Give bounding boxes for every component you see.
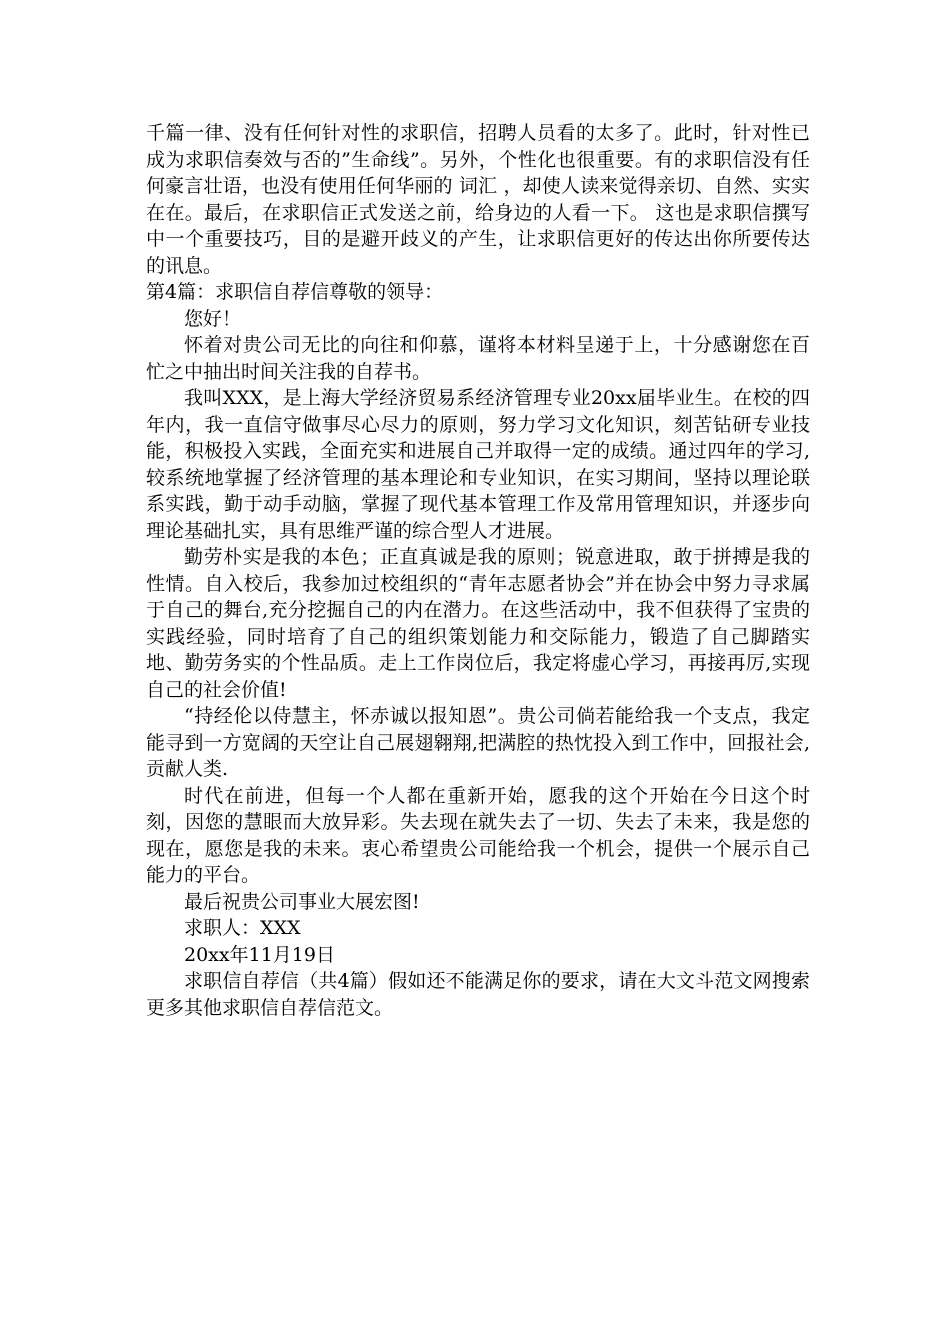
paragraph-intro: 千篇一律、没有任何针对性的求职信，招聘人员看的太多了。此时，针对性已成为求职信奏效与否的”生命线”。另外，个性化也很重要。有的求职信没有任何豪言壮语，也没有使用任何华丽的 词汇 ，却使人读来觉得亲切、自然、实实在在。最后，在求职信正式发送之前，给身边的人看一下。 这也是求职信撰写中一个重要技巧，目的是避开歧义的产生，让求职信更好的传达出你所要传达的讯息。 bbox=[146, 122, 810, 277]
document-body bbox=[146, 120, 810, 1021]
paragraph-introduction: 我叫XXX，是上海大学经济贸易系经济管理专业20xx届毕业生。在校的四年内，我一直信守做事尽心尽力的原则，努力学习文化知识，刻苦钻研专业技能，积极投入实践，全面充实和进展自己并取得一定的成绩。通过四年的学习,较系统地掌握了经济管理的基本理论和专业知识，在实习期间，坚持以理论联系实践，勤于动手动脑，掌握了现代基本管理工作及常用管理知识，并逐步向理论基础扎实，具有思维严谨的综合型人才进展。 bbox=[146, 387, 810, 542]
blessing: 最后祝贵公司事业大展宏图! bbox=[184, 890, 420, 913]
greeting: 您好！ bbox=[184, 307, 242, 330]
paragraph-character: 勤劳朴实是我的本色；正直真诚是我的原则；锐意进取，敢于拼搏是我的性情。自入校后，我参加过校组织的“青年志愿者协会”并在协会中努力寻求属于自己的舞台,充分挖掘自己的内在潜力。在这些活动中，我不但获得了宝贵的实践经验，同时培育了自己的组织策划能力和交际能力，锻造了自己脚踏实地、勤劳务实的个性品质。走上工作岗位后，我定将虚心学习，再接再厉,实现自己的社会价值! bbox=[146, 546, 810, 701]
paragraph-closing: 时代在前进，但每一个人都在重新开始，愿我的这个开始在今日这个时刻，因您的慧眼而大放异彩。失去现在就失去了一切、失去了未来，我是您的现在，愿您是我的未来。衷心希望贵公司能给我一个机会，提供一个展示自己能力的平台。 bbox=[146, 784, 810, 886]
date: 20xx年11月19日 bbox=[184, 943, 335, 966]
paragraph-motto: “持经伦以侍慧主，怀赤诚以报知恩”。贵公司倘若能给我一个支点，我定能寻到一方宽阔的天空让自己展翅翱翔,把满腔的热忱投入到工作中，回报社会,贡献人类. bbox=[146, 705, 810, 780]
paragraph-footer-note: 求职信自荐信（共4篇）假如还不能满足你的要求，请在大文斗范文网搜索更多其他求职信自荐信范文。 bbox=[146, 970, 810, 1019]
signature: 求职人：XXX bbox=[184, 917, 301, 939]
paragraph-opening: 怀着对贵公司无比的向往和仰慕，谨将本材料呈递于上，十分感谢您在百忙之中抽出时间关注我的自荐书。 bbox=[146, 334, 810, 383]
section-heading: 第4篇：求职信自荐信尊敬的领导： bbox=[146, 281, 444, 303]
